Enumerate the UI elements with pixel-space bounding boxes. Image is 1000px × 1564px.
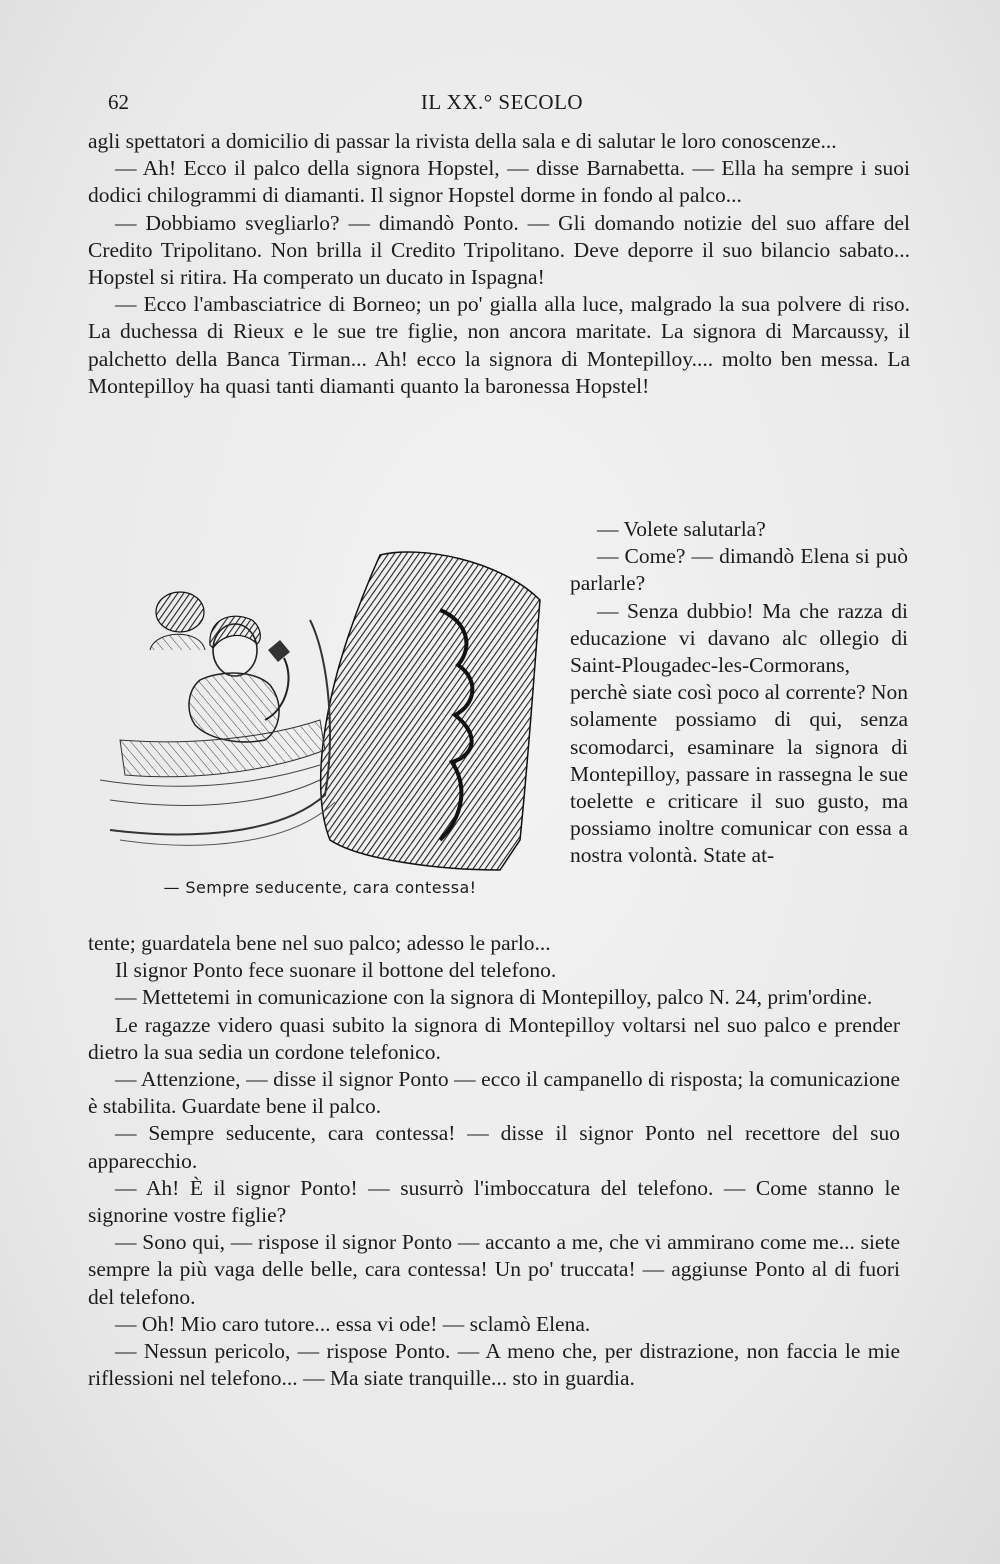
figure-caption: — Sempre seducente, cara contessa! — [163, 878, 477, 897]
running-title: IL XX.° SECOLO — [420, 90, 584, 114]
curtain-shape — [321, 552, 540, 870]
paragraph: Il signor Ponto fece suonare il bottone del telefono. — [115, 958, 557, 983]
engraving-illustration — [80, 540, 550, 880]
man-head — [156, 592, 204, 632]
paragraph: — Attenzione, — disse il signor Ponto — ecco il campanello di risposta; la comunicazione è stabilita. Guardate bene il palco. — [88, 1067, 900, 1119]
page-number: 62 — [108, 90, 129, 114]
paragraph: agli spettatori a domicilio di passar la rivista della sala e di salutar le loro conoscenze... — [88, 129, 837, 153]
paragraph: — Mettetemi in comunicazione con la signora di Montepilloy, palco N. 24, prim'ordine. — [115, 985, 873, 1010]
paragraph: — Ecco l'ambasciatrice di Borneo; un po' gialla alla luce, malgrado la sua polvere di riso. La duchessa di Rieux e le sue tre figlie, non ancora maritate. La signora di Marcaussy, il palchetto della Banca Tirman... Ah! ecco la signora di Montepilloy.... molto ben messa. La Montepilloy ha quasi tanti diamanti quanto la baronessa Hopstel! — [88, 292, 910, 398]
paragraph: — Dobbiamo svegliarlo? — dimandò Ponto. — Gli domando notizie del suo affare del Credito Tripolitano. Non brilla il Credito Tripolitano. Deve deporre il suo bilancio sabato... Hopstel si ritira. Ha comperato un ducato in Ispagna! — [88, 210, 910, 290]
page-header — [108, 90, 908, 120]
paragraph: — Volete salutarla? — [597, 517, 766, 541]
paragraph: — Sono qui, — rispose il signor Ponto — accanto a me, che vi ammirano come me... siete sempre la più vaga delle belle, cara contessa! Un po' truccata! — aggiunse Ponto al di fuori del telefono. — [88, 1230, 900, 1309]
paragraph: Le ragazze videro quasi subito la signora di Montepilloy voltarsi nel suo palco e prender dietro la sua sedia un cordone telefonico. — [88, 1012, 900, 1064]
lady-dress — [189, 673, 279, 742]
paragraph: — Come? — dimandò Elena si può parlarle? — [570, 544, 908, 596]
paragraph: — Ah! È il signor Ponto! — susurrò l'imboccatura del telefono. — Come stanno le signorine vostre figlie? — [88, 1175, 900, 1228]
paragraph: tente; guardatela bene nel suo palco; adesso le parlo... — [88, 931, 551, 955]
right-column-text — [570, 516, 908, 870]
paragraph: — Oh! Mio caro tutore... essa vi ode! — sclamò Elena. — [115, 1311, 591, 1336]
bottom-text-block — [88, 930, 900, 1392]
paragraph: — Senza dubbio! Ma che razza di educazione vi davano alc ollegio di Saint-Plougadec-les-Cormorans, perchè siate così poco al corrente? Non solamente possiamo di qui, senza scomodarci, esaminare la signora di Montepilloy, passare in rassegna le sue toelette e criticare il suo gusto, ma possiamo inoltre comunicar con essa a nostra volontà. State at- — [570, 598, 908, 868]
paragraph: — Sempre seducente, cara contessa! — disse il signor Ponto nel recettore del suo apparecchio. — [88, 1121, 900, 1173]
telephone-receiver — [268, 640, 290, 662]
paragraph: — Ah! Ecco il palco della signora Hopstel, — disse Barnabetta. — Ella ha sempre i suoi dodici chilogrammi di diamanti. Il signor Hopstel dorme in fondo al palco... — [88, 156, 910, 208]
top-text-block — [88, 128, 910, 400]
paragraph: — Nessun pericolo, — rispose Ponto. — A meno che, per distrazione, non faccia le mie riflessioni nel telefono... — Ma siate tranquille... sto in guardia. — [88, 1339, 900, 1391]
opera-box-engraving — [80, 540, 550, 880]
